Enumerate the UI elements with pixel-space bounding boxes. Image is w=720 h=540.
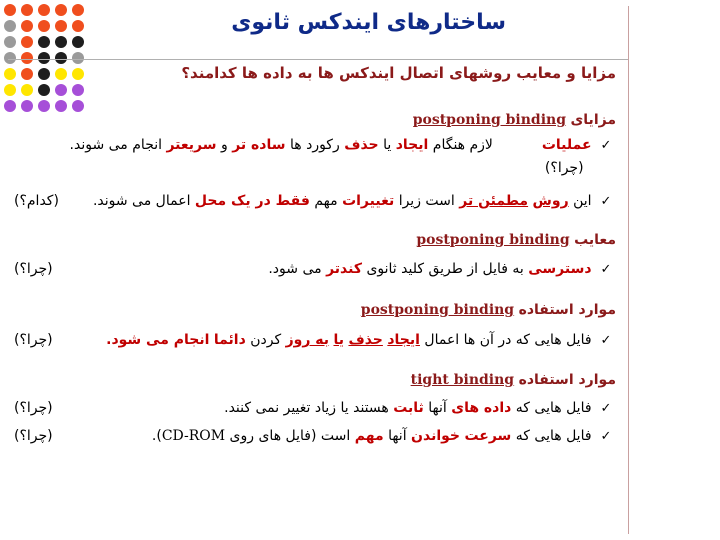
slide-content — [16, 0, 616, 540]
vertical-divider — [628, 6, 629, 534]
section-term: tight binding — [410, 372, 515, 388]
check-icon: ✓ — [600, 138, 612, 153]
decorative-dot — [4, 52, 16, 64]
why-note: (چرا؟) — [14, 332, 53, 348]
list-item: ✓ عملیات لازم هنگام ایجاد یا حذف رکورد ها ساده تر و سریعتر انجام می شوند. — [16, 137, 616, 161]
list-item: ✓ این روش مطمئن تر است زیرا تغییرات مهم فقط در یک محل اعمال می شوند. (کدام؟) — [16, 193, 616, 217]
section-label: موارد استفاده — [518, 372, 616, 388]
list-item: ✓ دسترسی به فایل از طریق کلید ثانوی کندتر می شود. (چرا؟) — [16, 261, 616, 285]
page-subtitle: مزایا و معایب روشهای اتصال ایندکس ها به داده ها کدامند؟ — [181, 64, 616, 82]
section-disadvantages-heading — [16, 232, 616, 256]
why-note: (چرا؟) — [14, 428, 53, 444]
decorative-dot — [4, 68, 16, 80]
check-icon: ✓ — [600, 401, 612, 416]
why-note: (چرا؟) — [14, 400, 53, 416]
section-advantages-heading — [16, 112, 616, 136]
list-item: ✓ فایل هایی که سرعت خواندن آنها مهم است (فایل های روی CD-ROM). (چرا؟) — [16, 428, 616, 452]
decorative-dot — [4, 4, 16, 16]
check-icon: ✓ — [600, 429, 612, 444]
decorative-dot — [4, 20, 16, 32]
decorative-dot — [4, 84, 16, 96]
list-item: ✓ فایل هایی که در آن ها اعمال ایجاد حذف یا به روز کردن دائما انجام می شود. (چرا؟) — [16, 332, 616, 356]
page-title: ساختارهای ایندکس ثانوی — [231, 10, 506, 35]
which-note: (کدام؟) — [14, 193, 59, 209]
check-icon: ✓ — [600, 262, 612, 277]
decorative-dot — [4, 36, 16, 48]
section-term: postponing binding — [360, 302, 515, 318]
section-label: موارد استفاده — [518, 302, 616, 318]
section-usage-postponing-heading — [16, 302, 616, 326]
section-usage-tight-heading — [16, 372, 616, 396]
check-icon: ✓ — [600, 333, 612, 348]
section-label: معایب — [574, 232, 616, 248]
list-item: ✓ فایل هایی که داده های آنها ثابت هستند یا زیاد تغییر نمی کنند. (چرا؟) — [16, 400, 616, 424]
section-label: مزایای — [570, 112, 616, 128]
why-note: (چرا؟) — [544, 160, 584, 176]
check-icon: ✓ — [600, 194, 612, 209]
why-note: (چرا؟) — [14, 261, 53, 277]
section-term: postponing binding — [416, 232, 570, 248]
decorative-dot — [4, 100, 16, 112]
section-term: postponing binding — [412, 112, 567, 128]
list-item-note — [16, 160, 616, 184]
